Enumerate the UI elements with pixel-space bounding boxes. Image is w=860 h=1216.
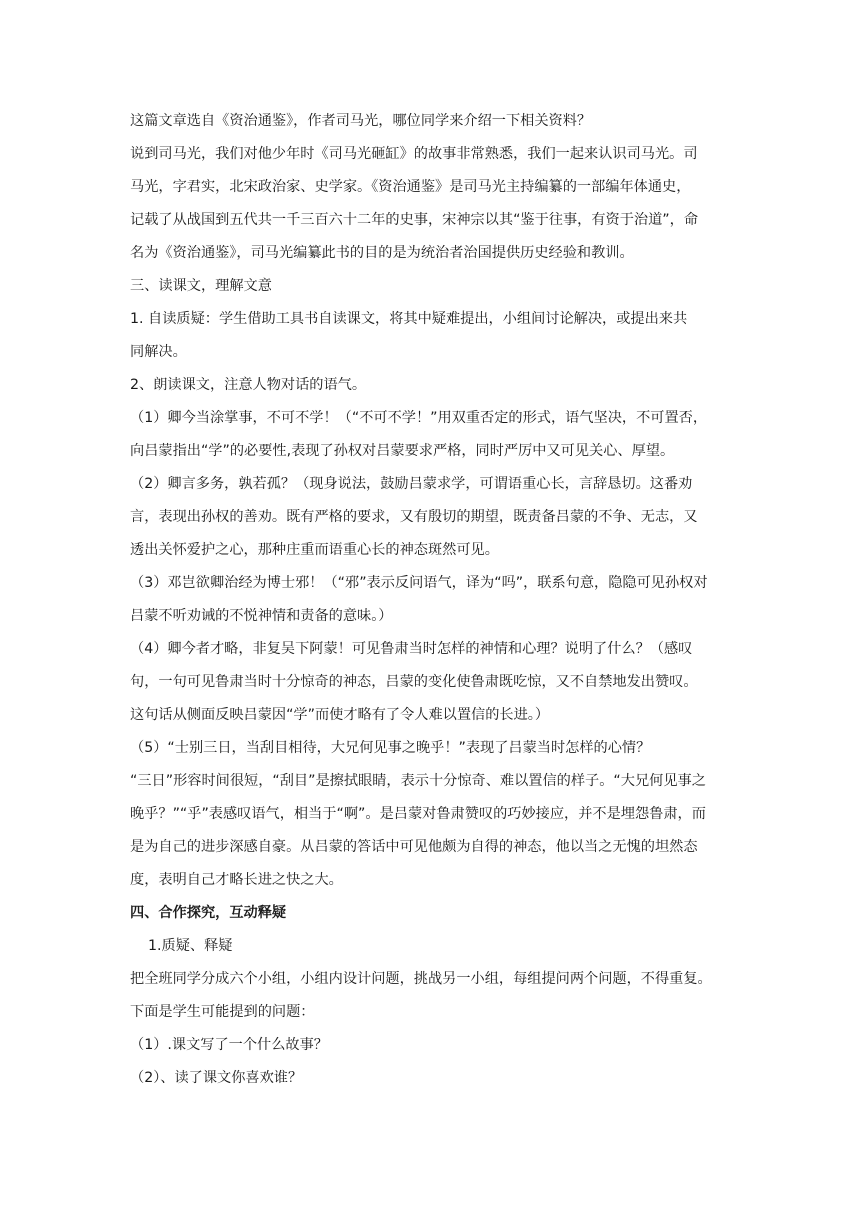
paragraph-group-activity: 下面是学生可能提到的问题： [130,1004,315,1020]
paragraph-sima-guang-line: 名为《资治通鉴》，司马光编纂此书的目的是为统治者治国提供历史经验和教训。 [130,245,634,261]
item-5-explanation-line: “三日”形容时间很短，“刮目”是擦拭眼睛，表示十分惊奇、难以置信的样子。“大兄何见事之 [130,773,706,789]
item-5-explanation-line: 是为自己的进步深感自豪。从吕蒙的答话中可见他颇为自得的神态，他以当之无愧的坦然态 [130,839,698,855]
paragraph-sima-guang-line: 记载了从战国到五代共一千三百六十二年的史事，宋神宗以其“鉴于往事，有资于治道”，命 [130,212,699,228]
item-2-line: 言，表现出孙权的善劝。既有严格的要求，又有殷切的期望，既责备吕蒙的不争、无志，又 [130,509,698,525]
item-4-line: （4）卿今者才略，非复吴下阿蒙！可见鲁肃当时怎样的神情和心理？说明了什么？（感叹 [130,641,693,657]
paragraph-sima-guang-line: 马光，字君实，北宋政治家、史学家。《资治通鉴》是司马光主持编纂的一部编年体通史， [130,179,691,195]
item-5-line: （5）“士别三日，当刮目相待，大兄何见事之晚乎！”表现了吕蒙当时怎样的心情？ [130,740,651,756]
item-3-line: （3）邓岂欲卿治经为博士邪！（“邪”表示反问语气，译为“吗”，联系句意，隐隐可见孙权对 [130,575,708,591]
paragraph-read-aloud: 2、朗读课文，注意人物对话的语气。 [130,377,367,393]
paragraph-self-reading: 1. 自读质疑：学生借助工具书自读课文，将其中疑难提出，小组间讨论解决，或提出来共 [130,311,688,327]
paragraph-self-reading: 同解决。 [130,344,187,360]
paragraph-group-activity: 把全班同学分成六个小组，小组内设计问题，挑战另一小组，每组提问两个问题，不得重复。 [130,971,712,987]
section-heading-3: 三、读课文，理解文意 [130,278,272,294]
item-3-line: 吕蒙不听劝诫的不悦神情和责备的意味。） [130,608,393,624]
item-1-line: 向吕蒙指出“学”的必要性,表现了孙权对吕蒙要求严格，同时严厉中又可见关心、厚望。 [130,443,675,459]
item-2-line: （2）卿言多务，孰若孤？（现身说法，鼓励吕蒙求学，可谓语重心长，言辞恳切。这番劝 [130,476,693,492]
item-5-explanation-line: 度，表明自己才略长进之快之大。 [130,872,343,888]
question-item-2: （2）、读了课文你喜欢谁？ [130,1070,303,1086]
item-4-line: 句，一句可见鲁肃当时十分惊奇的神态，吕蒙的变化使鲁肃既吃惊，又不自禁地发出赞叹。 [130,674,698,690]
paragraph-sima-guang-line: 说到司马光，我们对他少年时《司马光砸缸》的故事非常熟悉，我们一起来认识司马光。司 [130,146,698,162]
item-2-line: 透出关怀爱护之心，那种庄重而语重心长的神态斑然可见。 [130,542,499,558]
section-heading-4: 四、合作探究，互动释疑 [130,905,287,921]
paragraph-intro-question: 这篇文章选自《资治通鉴》，作者司马光，哪位同学来介绍一下相关资料？ [130,113,592,129]
document-body [130,109,730,1090]
question-item-1: （1）.课文写了一个什么故事？ [130,1037,328,1053]
subheading-question-answer: 1.质疑、释疑 [148,938,233,954]
item-1-line: （1）卿今当涂掌事，不可不学！（“不可不学！”用双重否定的形式，语气坚决，不可置否， [130,410,708,426]
item-5-explanation-line: 晚乎？”“乎”表感叹语气，相当于“啊”。是吕蒙对鲁肃赞叹的巧妙接应，并不是埋怨鲁肃，而 [130,806,706,822]
item-4-line: 这句话从侧面反映吕蒙因“学”而使才略有了令人难以置信的长进。） [130,707,550,723]
